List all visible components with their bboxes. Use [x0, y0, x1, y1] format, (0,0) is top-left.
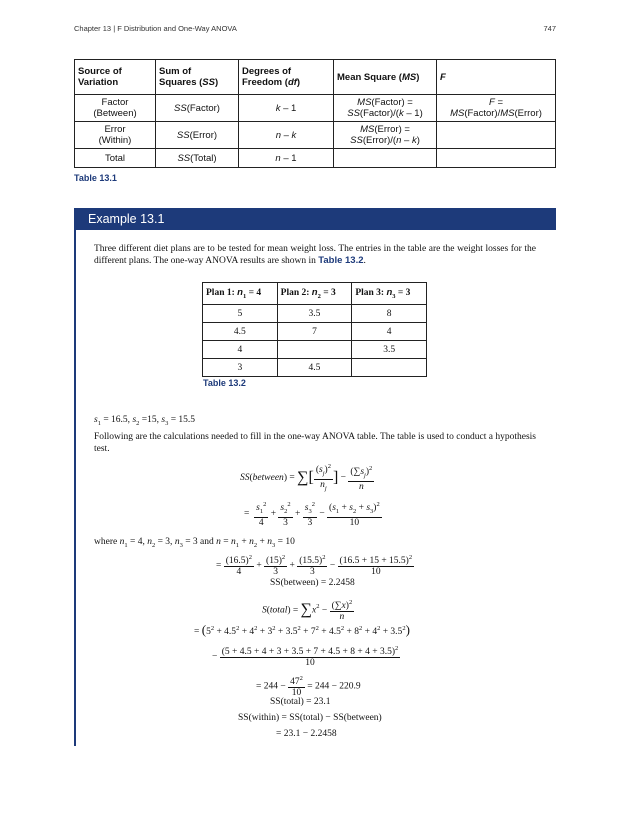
table-caption: Table 13.2: [203, 378, 246, 388]
table-cell: SS(Error): [156, 122, 239, 149]
anova-header-row: [75, 60, 556, 95]
chapter-title: Chapter 13 | F Distribution and One-Way ANOVA: [74, 24, 237, 33]
table-cell: Factor (Between): [75, 95, 156, 122]
table-cell: [437, 149, 556, 168]
table-row: [75, 95, 556, 122]
ss-between-result: SS(between) = 2.2458: [270, 578, 355, 588]
page-header: [74, 24, 556, 33]
anova-header-cell: Source of Variation: [75, 60, 156, 95]
example-title: Example 13.1: [74, 208, 556, 230]
following-text: Following are the calculations needed to fill in the one-way ANOVA table. The table is used to conduct a hypothesis test.: [94, 432, 536, 454]
table-cell: n – k: [239, 122, 334, 149]
ss-between-formula: SS(between) = ∑[ $\frac{(s_j)^2}{n_j}$ ] − $\frac{(\sum s_j)^2}{n}$: [240, 463, 373, 492]
table-link[interactable]: Table 13.2: [318, 255, 364, 266]
sums-line: $s_1 = 16.5$, $s_2 =15$, $s_3 = 15.5$: [94, 415, 196, 427]
table-cell: 3.5: [352, 341, 427, 359]
table-cell: Error (Within): [75, 122, 156, 149]
ss-total-simplified: = 244 − $\frac{47^2}{10}$ = 244 − 220.9: [256, 675, 361, 699]
example-intro: Three different diet plans are to be tested for mean weight loss. The entries in the table are the weight losses for the different plans. The one-way ANOVA results are shown in Table 13.2.: [94, 244, 536, 266]
table-row: [75, 122, 556, 149]
table-cell: n – 1: [239, 149, 334, 168]
table-cell: 7: [277, 323, 352, 341]
intro-text: Three different diet plans are to be tested for mean weight loss. The entries in the table are the weight losses for the different plans. The one-way ANOVA results are shown in: [94, 244, 536, 266]
plans-header-cell: Plan 3: $n_3 = 3$: [352, 283, 427, 305]
anova-header-cell: Degrees of Freedom (df): [239, 60, 334, 95]
ss-total-squares: = $(5^2 + 4.5^2 + 4^2 + 3^2 + 3.5^2 + 7^2 + 4.5^2 + 8^2 + 4^2 + 3.5^2)$: [194, 622, 410, 637]
table-cell: 4.5: [277, 359, 352, 377]
table-cell: MS(Error) = SS(Error)/(n – k): [334, 122, 437, 149]
table-cell: 3.5: [277, 305, 352, 323]
table-cell: F = MS(Factor)/MS(Error): [437, 95, 556, 122]
ss-total-formula: S(total) = $\sum x^2$ − $\frac{(\sum x)^2}{n}$: [262, 599, 353, 623]
anova-header-cell: Mean Square (MS): [334, 60, 437, 95]
table-cell: 4: [352, 323, 427, 341]
table-cell: [277, 341, 352, 359]
table-cell: [437, 122, 556, 149]
table-cell: SS(Factor): [156, 95, 239, 122]
table-cell: SS(Total): [156, 149, 239, 168]
table-cell: [352, 359, 427, 377]
table-cell: [334, 149, 437, 168]
example-left-border: [74, 230, 76, 746]
table-cell: 8: [352, 305, 427, 323]
table-row: [203, 323, 427, 341]
anova-header-cell: Sum of Squares (SS): [156, 60, 239, 95]
table-cell: 3: [203, 359, 278, 377]
table-row: [203, 305, 427, 323]
anova-header-cell: F: [437, 60, 556, 95]
table-cell: MS(Factor) = SS(Factor)/(k – 1): [334, 95, 437, 122]
ss-within-def: SS(within) = SS(total) − SS(between): [238, 713, 382, 723]
table-cell: 4.5: [203, 323, 278, 341]
ss-between-numeric: = $\frac{(16.5)^2}{4}$ + $\frac{(15)^2}{3}$ + $\frac{(15.5)^2}{3}$ − $\frac{(16.5 + 15 + 15.5)^2}{10}$: [216, 554, 413, 578]
where-line: where $n_1 = 4$, $n_2 = 3$, $n_3 = 3$ and $n = n_1 + n_2 + n_3 = 10$: [94, 537, 295, 549]
ss-between-expanded: = $\frac{s_1^2}{4}$ + $\frac{s_2^2}{3}$ + $\frac{s_3^2}{3}$ − $\frac{(s_1 + s_2 + s_3)^2}{10}$: [244, 501, 380, 529]
anova-table: [74, 59, 556, 168]
table-cell: k – 1: [239, 95, 334, 122]
page-number: 747: [543, 24, 556, 33]
plans-header-cell: Plan 2: $n_2 = 3$: [277, 283, 352, 305]
ss-within-value: = 23.1 − 2.2458: [276, 729, 337, 739]
plans-table: [202, 282, 427, 377]
table-caption: Table 13.1: [74, 173, 117, 183]
ss-total-result: SS(total) = 23.1: [270, 697, 331, 707]
table-row: [203, 341, 427, 359]
table-cell: 5: [203, 305, 278, 323]
ss-total-correction: − $\frac{(5 + 4.5 + 4 + 3 + 3.5 + 7 + 4.5 + 8 + 4 + 3.5)^2}{10}$: [212, 645, 399, 669]
table-row: [75, 149, 556, 168]
plans-header-cell: Plan 1: $n_1 = 4$: [203, 283, 278, 305]
table-cell: 4: [203, 341, 278, 359]
table-row: [203, 359, 427, 377]
table-cell: Total: [75, 149, 156, 168]
plans-header-row: [203, 283, 427, 305]
